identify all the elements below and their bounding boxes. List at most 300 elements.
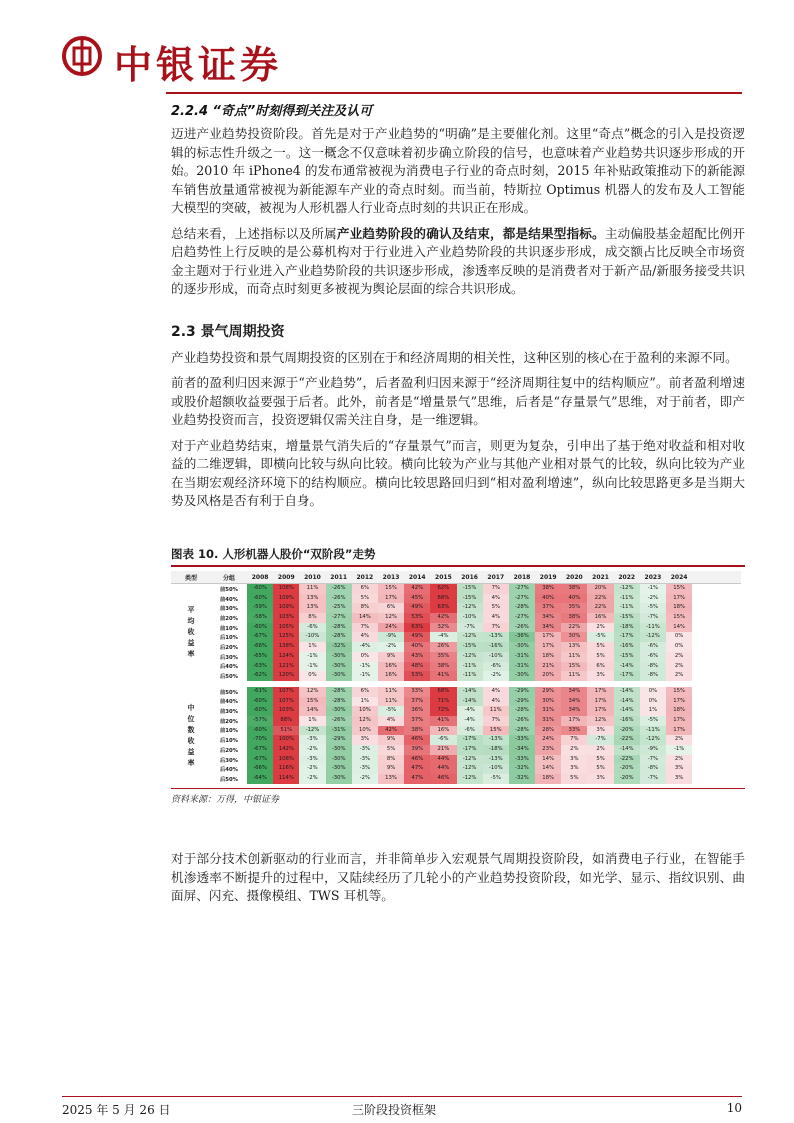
value-cell: -17%: [614, 671, 640, 681]
value-cell: 103%: [273, 706, 299, 716]
value-cell: -28%: [326, 687, 352, 697]
value-cell: 15%: [666, 687, 692, 697]
value-cell: 2%: [666, 652, 692, 662]
value-cell: 114%: [273, 774, 299, 784]
header-group: 分组: [222, 574, 235, 582]
group-cell: 后50%: [220, 674, 238, 681]
bold-text-run: 产业趋势阶段的确认及结束，都是结果型指标。: [336, 225, 605, 241]
year-header: 2018: [513, 573, 531, 581]
value-cell: 8%: [378, 755, 404, 765]
table-row: [171, 584, 741, 594]
text-run: 总结来看，上述指标以及所属: [171, 225, 337, 241]
value-cell: -30%: [326, 755, 352, 765]
value-cell: -57%: [247, 716, 273, 726]
value-cell: 41%: [430, 716, 456, 726]
value-cell: 5%: [378, 745, 404, 755]
value-cell: 34%: [561, 697, 587, 707]
value-cell: 18%: [666, 706, 692, 716]
value-cell: 20%: [587, 584, 613, 594]
value-cell: -27%: [509, 594, 535, 604]
year-header: 2011: [330, 573, 347, 581]
table-row: [171, 623, 741, 633]
value-cell: -70%: [247, 735, 273, 745]
value-cell: 12%: [299, 687, 325, 697]
value-cell: -10%: [483, 764, 509, 774]
table-row: [171, 716, 741, 726]
value-cell: 107%: [273, 697, 299, 707]
group-cell: 前50%: [220, 689, 238, 696]
value-cell: -14%: [457, 697, 483, 707]
table-row: [171, 764, 741, 774]
value-cell: 142%: [273, 745, 299, 755]
value-cell: 42%: [378, 726, 404, 736]
value-cell: 14%: [666, 623, 692, 633]
value-cell: -16%: [614, 642, 640, 652]
value-cell: 68%: [430, 687, 456, 697]
value-cell: 15%: [483, 726, 509, 736]
value-cell: -1%: [666, 745, 692, 755]
value-cell: -9%: [378, 632, 404, 642]
value-cell: -3%: [352, 755, 378, 765]
value-cell: -22%: [614, 735, 640, 745]
table-row: [171, 687, 741, 697]
value-cell: 62%: [430, 584, 456, 594]
value-cell: 33%: [404, 687, 430, 697]
value-cell: 16%: [587, 613, 613, 623]
value-cell: 7%: [352, 623, 378, 633]
group-cell: 后20%: [220, 747, 238, 754]
value-cell: 17%: [561, 716, 587, 726]
value-cell: 46%: [430, 774, 456, 784]
table-row: [171, 652, 741, 662]
section-label: 平均收益率: [187, 606, 195, 658]
value-cell: 3%: [666, 774, 692, 784]
value-cell: -36%: [509, 632, 535, 642]
value-cell: 53%: [404, 671, 430, 681]
value-cell: -11%: [614, 603, 640, 613]
value-cell: 16%: [430, 726, 456, 736]
group-cell: 前30%: [220, 709, 238, 716]
value-cell: 44%: [430, 755, 456, 765]
value-cell: 11%: [561, 652, 587, 662]
value-cell: -11%: [614, 594, 640, 604]
value-cell: 22%: [587, 594, 613, 604]
value-cell: -15%: [457, 584, 483, 594]
value-cell: 39%: [404, 745, 430, 755]
value-cell: -17%: [457, 745, 483, 755]
value-cell: -26%: [509, 623, 535, 633]
group-cell: 前50%: [220, 586, 238, 593]
returns-table: [171, 571, 741, 784]
value-cell: -1%: [640, 584, 666, 594]
value-cell: 38%: [535, 584, 561, 594]
value-cell: -30%: [326, 774, 352, 784]
value-cell: 17%: [535, 642, 561, 652]
group-cell: 后30%: [220, 654, 238, 661]
group-cell: 前40%: [220, 699, 238, 706]
value-cell: -20%: [614, 726, 640, 736]
group-cell: 后10%: [220, 738, 238, 745]
value-cell: 22%: [561, 623, 587, 633]
value-cell: 7%: [483, 716, 509, 726]
year-header: 2009: [277, 573, 295, 581]
value-cell: 4%: [483, 613, 509, 623]
year-header: 2023: [644, 573, 662, 581]
value-cell: 6%: [352, 687, 378, 697]
value-cell: 7%: [483, 623, 509, 633]
value-cell: -2%: [640, 594, 666, 604]
value-cell: -59%: [247, 603, 273, 613]
value-cell: 5%: [561, 774, 587, 784]
value-cell: -60%: [247, 594, 273, 604]
value-cell: 1%: [299, 716, 325, 726]
value-cell: -64%: [247, 774, 273, 784]
value-cell: -32%: [509, 774, 535, 784]
value-cell: 2%: [666, 735, 692, 745]
value-cell: -13%: [483, 735, 509, 745]
value-cell: -12%: [299, 726, 325, 736]
value-cell: 49%: [404, 603, 430, 613]
paragraph-summary: [171, 225, 745, 299]
value-cell: 36%: [404, 706, 430, 716]
value-cell: -13%: [483, 755, 509, 765]
value-cell: -32%: [326, 642, 352, 652]
value-cell: 15%: [299, 697, 325, 707]
paragraph: 迈进产业趋势投资阶段。首先是对于产业趋势的“明确”是主要催化剂。这里“奇点”概念的引入是投资逻辑的标志性升级之一。这一概念不仅意味着初步确立阶段的信号，也意味着产业趋势共识逐步形成的开始。2010 年 iPhone4 的发布通常被视为消费电子行业的奇点时刻，2015 年补贴政策推动下的新能源车销售放量通常被视为新能源车产业的奇点时刻。而当前，特斯拉 Optimus 机器人的发布及人工智能大模型的突破，被视为人形机器人行业奇点时刻的共识正在形成。: [171, 126, 745, 215]
value-cell: 125%: [273, 632, 299, 642]
value-cell: -7%: [640, 613, 666, 623]
value-cell: 1%: [299, 642, 325, 652]
value-cell: 6%: [587, 662, 613, 672]
value-cell: -60%: [247, 584, 273, 594]
value-cell: -12%: [640, 632, 666, 642]
document-body: [171, 98, 745, 518]
value-cell: 11%: [378, 687, 404, 697]
value-cell: -3%: [299, 755, 325, 765]
value-cell: 17%: [378, 594, 404, 604]
value-cell: 31%: [535, 706, 561, 716]
value-cell: 4%: [483, 594, 509, 604]
value-cell: 17%: [535, 632, 561, 642]
value-cell: -26%: [509, 716, 535, 726]
value-cell: -17%: [457, 735, 483, 745]
value-cell: -5%: [378, 706, 404, 716]
group-cell: 前30%: [220, 606, 238, 613]
value-cell: -20%: [614, 764, 640, 774]
value-cell: 0%: [299, 671, 325, 681]
value-cell: 17%: [666, 697, 692, 707]
value-cell: -14%: [614, 706, 640, 716]
value-cell: -27%: [509, 613, 535, 623]
value-cell: 109%: [273, 594, 299, 604]
value-cell: 38%: [404, 726, 430, 736]
value-cell: 103%: [273, 613, 299, 623]
value-cell: 46%: [404, 755, 430, 765]
value-cell: -16%: [614, 716, 640, 726]
value-cell: -6%: [430, 735, 456, 745]
value-cell: 3%: [352, 735, 378, 745]
value-cell: -28%: [326, 623, 352, 633]
value-cell: 68%: [430, 594, 456, 604]
paragraph: 前者的盈利归因来源于“产业趋势”，后者盈利归因来源于“经济周期往复中的结构顺应”。前者盈利增速或股价超额收益要强于后者。此外，前者是“增量景气”思维，后者是“存量景气”思维，对于前者，即产业趋势投资而言，投资逻辑仅需关注自身，是一维逻辑。: [171, 375, 745, 427]
value-cell: -10%: [299, 632, 325, 642]
value-cell: -3%: [352, 745, 378, 755]
year-header: 2020: [565, 573, 583, 581]
value-cell: 46%: [404, 735, 430, 745]
figure-source: 资料来源：万得，中银证券: [171, 788, 745, 805]
section-heading-2-3: 2.3 景气周期投资: [171, 323, 285, 340]
value-cell: -30%: [326, 764, 352, 774]
value-cell: 4%: [483, 697, 509, 707]
value-cell: -27%: [509, 584, 535, 594]
value-cell: -5%: [587, 632, 613, 642]
value-cell: 2%: [666, 671, 692, 681]
year-header: 2021: [592, 573, 609, 581]
value-cell: 63%: [430, 603, 456, 613]
table-row: [171, 662, 741, 672]
value-cell: 21%: [535, 662, 561, 672]
value-cell: 28%: [535, 726, 561, 736]
value-cell: -11%: [457, 662, 483, 672]
value-cell: 35%: [561, 603, 587, 613]
value-cell: 17%: [666, 726, 692, 736]
page-header: [62, 22, 742, 92]
value-cell: -5%: [483, 774, 509, 784]
table-row: [171, 735, 741, 745]
value-cell: 9%: [378, 652, 404, 662]
value-cell: -22%: [614, 755, 640, 765]
value-cell: -14%: [457, 687, 483, 697]
value-cell: 100%: [273, 735, 299, 745]
value-cell: 6%: [352, 584, 378, 594]
value-cell: 13%: [561, 642, 587, 652]
paragraph: 对于部分技术创新驱动的行业而言，并非简单步入宏观景气周期投资阶段，如消费电子行业，在智能手机渗透率不断提升的过程中，又陆续经历了几轮小的产业趋势投资阶段，如光学、显示、指纹识别、曲面屏、闪充、摄像模组、TWS 耳机等。: [171, 851, 745, 903]
value-cell: -20%: [614, 774, 640, 784]
value-cell: -30%: [326, 671, 352, 681]
year-header: 2013: [382, 573, 400, 581]
value-cell: -14%: [614, 687, 640, 697]
value-cell: 12%: [352, 716, 378, 726]
value-cell: 15%: [561, 662, 587, 672]
value-cell: -3%: [299, 735, 325, 745]
value-cell: 4%: [378, 716, 404, 726]
value-cell: -65%: [247, 652, 273, 662]
value-cell: 14%: [535, 755, 561, 765]
value-cell: 35%: [430, 652, 456, 662]
value-cell: -11%: [640, 726, 666, 736]
value-cell: 16%: [378, 662, 404, 672]
footer-date: 2025 年 5 月 26 日: [62, 1103, 171, 1117]
value-cell: -12%: [457, 764, 483, 774]
value-cell: 37%: [404, 716, 430, 726]
value-cell: -30%: [509, 642, 535, 652]
year-header: 2024: [670, 573, 688, 581]
value-cell: 8%: [352, 603, 378, 613]
value-cell: 71%: [430, 697, 456, 707]
value-cell: 9%: [378, 764, 404, 774]
value-cell: 12%: [378, 613, 404, 623]
value-cell: 31%: [535, 716, 561, 726]
value-cell: -7%: [587, 735, 613, 745]
value-cell: 3%: [587, 726, 613, 736]
value-cell: 10%: [352, 706, 378, 716]
value-cell: 2%: [666, 662, 692, 672]
value-cell: 38%: [561, 613, 587, 623]
value-cell: 15%: [666, 584, 692, 594]
value-cell: 6%: [378, 603, 404, 613]
value-cell: 116%: [273, 764, 299, 774]
value-cell: -18%: [483, 745, 509, 755]
table-header: [171, 571, 741, 584]
value-cell: -66%: [247, 642, 273, 652]
value-cell: 0%: [640, 687, 666, 697]
value-cell: 124%: [273, 652, 299, 662]
value-cell: -33%: [509, 755, 535, 765]
value-cell: 34%: [561, 706, 587, 716]
header-divider: [166, 92, 742, 94]
value-cell: 0%: [352, 652, 378, 662]
value-cell: -31%: [326, 726, 352, 736]
value-cell: -12%: [457, 652, 483, 662]
value-cell: 34%: [561, 687, 587, 697]
value-cell: 5%: [483, 603, 509, 613]
value-cell: 11%: [378, 697, 404, 707]
value-cell: 4%: [352, 632, 378, 642]
value-cell: -7%: [457, 623, 483, 633]
group-cell: 后40%: [220, 767, 238, 774]
value-cell: 33%: [561, 726, 587, 736]
value-cell: 13%: [299, 603, 325, 613]
value-cell: 5%: [587, 652, 613, 662]
value-cell: 45%: [404, 594, 430, 604]
value-cell: 32%: [430, 623, 456, 633]
value-cell: -5%: [640, 716, 666, 726]
value-cell: 24%: [378, 623, 404, 633]
year-header: 2012: [356, 573, 374, 581]
value-cell: -28%: [509, 603, 535, 613]
value-cell: -3%: [352, 764, 378, 774]
value-cell: 34%: [535, 613, 561, 623]
value-cell: -25%: [326, 603, 352, 613]
value-cell: -30%: [326, 652, 352, 662]
value-cell: -12%: [457, 774, 483, 784]
header-type: 类型: [184, 574, 197, 582]
year-header: 2019: [539, 573, 557, 581]
table-row: [171, 671, 741, 681]
value-cell: 7%: [483, 584, 509, 594]
value-cell: -29%: [509, 687, 535, 697]
footer-title: 三阶段投资框架: [352, 1103, 437, 1117]
value-cell: 44%: [430, 764, 456, 774]
value-cell: 51%: [273, 726, 299, 736]
value-cell: -14%: [614, 745, 640, 755]
value-cell: 16%: [378, 671, 404, 681]
value-cell: 26%: [430, 642, 456, 652]
value-cell: 41%: [430, 671, 456, 681]
value-cell: -27%: [326, 613, 352, 623]
value-cell: 24%: [535, 735, 561, 745]
value-cell: -6%: [483, 662, 509, 672]
value-cell: -28%: [509, 726, 535, 736]
group-cell: 后30%: [220, 757, 238, 764]
group-cell: 前40%: [220, 596, 238, 603]
value-cell: 5%: [587, 755, 613, 765]
value-cell: 121%: [273, 662, 299, 672]
value-cell: 0%: [666, 632, 692, 642]
value-cell: -7%: [640, 755, 666, 765]
value-cell: 17%: [587, 687, 613, 697]
value-cell: 5%: [587, 642, 613, 652]
value-cell: 13%: [378, 774, 404, 784]
value-cell: -26%: [326, 594, 352, 604]
value-cell: -6%: [457, 726, 483, 736]
value-cell: 34%: [535, 623, 561, 633]
value-cell: 2%: [587, 623, 613, 633]
value-cell: -2%: [378, 642, 404, 652]
value-cell: 107%: [273, 687, 299, 697]
value-cell: -11%: [457, 671, 483, 681]
value-cell: 3%: [666, 764, 692, 774]
value-cell: 53%: [404, 613, 430, 623]
value-cell: -6%: [640, 642, 666, 652]
year-header: 2015: [435, 573, 452, 581]
value-cell: 1%: [640, 706, 666, 716]
value-cell: 138%: [273, 642, 299, 652]
value-cell: 11%: [561, 671, 587, 681]
value-cell: 20%: [535, 671, 561, 681]
brand-name: 中银证券: [114, 43, 283, 87]
value-cell: -10%: [483, 652, 509, 662]
value-cell: -15%: [457, 594, 483, 604]
value-cell: 17%: [587, 706, 613, 716]
value-cell: -7%: [640, 774, 666, 784]
table-row: [171, 594, 741, 604]
value-cell: 40%: [561, 594, 587, 604]
value-cell: 38%: [561, 584, 587, 594]
year-header: 2008: [251, 573, 269, 581]
value-cell: 18%: [535, 652, 561, 662]
value-cell: 4%: [483, 687, 509, 697]
value-cell: -15%: [614, 613, 640, 623]
value-cell: -4%: [457, 716, 483, 726]
value-cell: -16%: [483, 642, 509, 652]
value-cell: -60%: [247, 726, 273, 736]
value-cell: 0%: [666, 642, 692, 652]
group-cell: 后40%: [220, 664, 238, 671]
table-row: [171, 697, 741, 707]
value-cell: -5%: [640, 603, 666, 613]
value-cell: 1%: [352, 697, 378, 707]
value-cell: 37%: [404, 697, 430, 707]
value-cell: -30%: [326, 706, 352, 716]
value-cell: -12%: [457, 632, 483, 642]
value-cell: -26%: [326, 716, 352, 726]
value-cell: -62%: [247, 671, 273, 681]
value-cell: -67%: [247, 755, 273, 765]
value-cell: -2%: [352, 774, 378, 784]
value-cell: -60%: [247, 623, 273, 633]
value-cell: -67%: [247, 745, 273, 755]
value-cell: 30%: [561, 632, 587, 642]
table-row: [171, 745, 741, 755]
value-cell: -2%: [483, 671, 509, 681]
value-cell: 40%: [404, 642, 430, 652]
year-header: 2010: [304, 573, 321, 581]
value-cell: -8%: [640, 662, 666, 672]
value-cell: -34%: [509, 745, 535, 755]
value-cell: 11%: [299, 584, 325, 594]
value-cell: -4%: [430, 632, 456, 642]
